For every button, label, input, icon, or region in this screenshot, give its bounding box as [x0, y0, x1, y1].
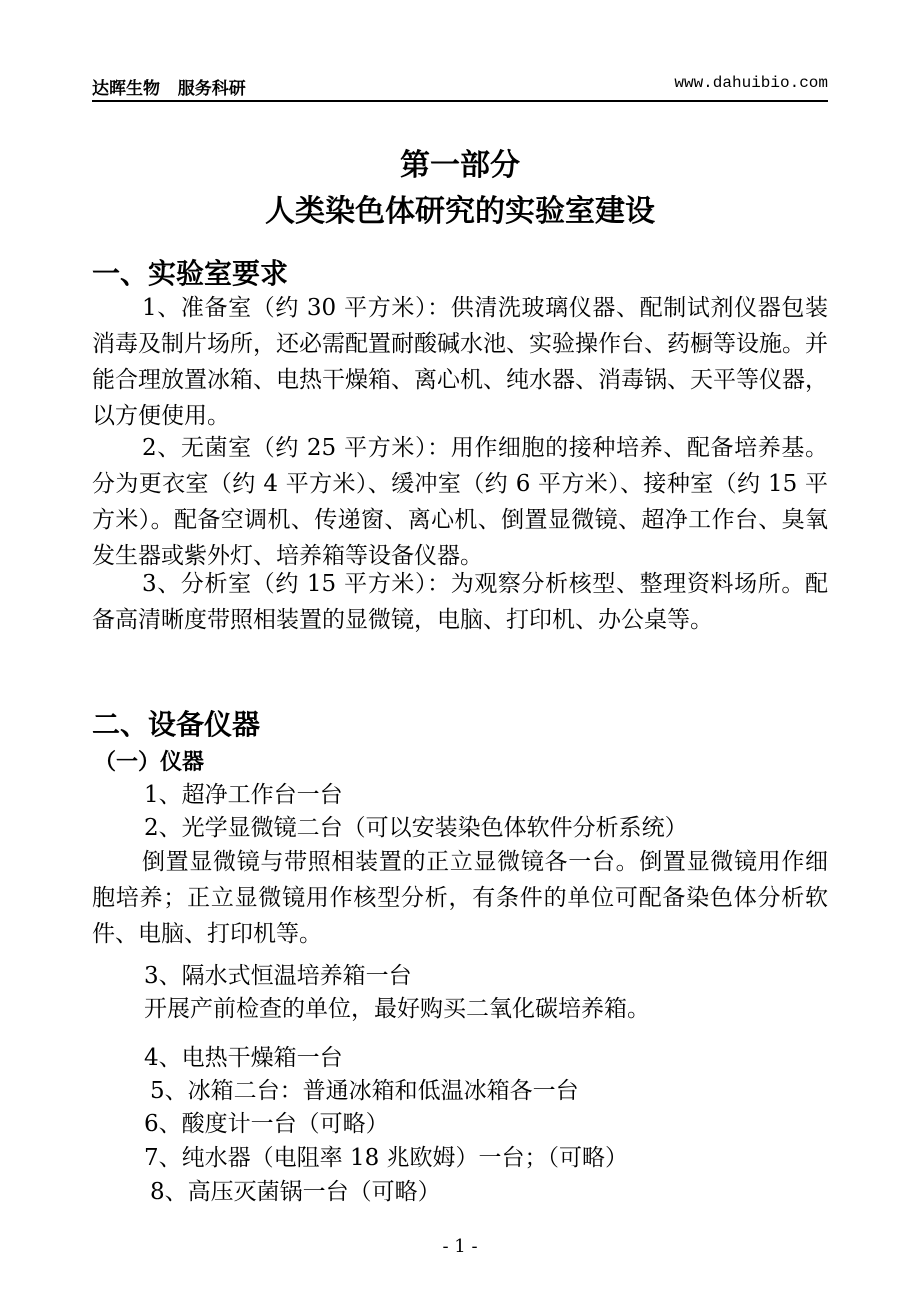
item-desc: 开展产前检查的单位，最好购买二氧化碳培养箱。: [144, 996, 650, 1022]
paragraph-sterile-room: 2、无菌室（约 25 平方米）：用作细胞的接种培养、配备培养基。分为更衣室（约 4 平方米）、缓冲室（约 6 平方米）、接种室（约 15 平方米）。配备空调机、传递窗、离心机、倒置显微镜、超净工作台、臭氧发生器或紫外灯、培养箱等设备仪器。: [92, 435, 828, 569]
page-number: - 1 -: [442, 1236, 478, 1257]
list-item: 2、光学显微镜二台（可以安装染色体软件分析系统）: [144, 815, 688, 841]
subsection-heading-instruments: （一）仪器: [94, 750, 205, 775]
section-heading-equipment: 二、设备仪器: [92, 708, 261, 741]
chapter-title: 人类染色体研究的实验室建设: [265, 194, 655, 229]
header-company: 达晖生物 服务科研: [92, 79, 246, 99]
list-item: 5、冰箱二台：普通冰箱和低温冰箱各一台: [150, 1078, 579, 1104]
part-title: 第一部分: [400, 148, 520, 183]
page-header: [92, 72, 828, 102]
paragraph-analysis-room: 3、分析室（约 15 平方米）：为观察分析核型、整理资料场所。配备高清晰度带照相装置的显微镜，电脑、打印机、办公桌等。: [92, 571, 828, 633]
list-item: 3、隔水式恒温培养箱一台: [144, 963, 412, 989]
list-item: 7、纯水器（电阻率 18 兆欧姆）一台；（可略）: [144, 1145, 629, 1171]
paragraph-prep-room: 1、准备室（约 30 平方米）：供清洗玻璃仪器、配制试剂仪器包装消毒及制片场所，还必需配置耐酸碱水池、实验操作台、药橱等设施。并能合理放置冰箱、电热干燥箱、离心机、纯水器、消毒锅、天平等仪器，以方便使用。: [92, 295, 828, 429]
paragraph-microscope-desc: 倒置显微镜与带照相装置的正立显微镜各一台。倒置显微镜用作细胞培养；正立显微镜用作核型分析，有条件的单位可配备染色体分析软件、电脑、打印机等。: [92, 849, 828, 947]
list-item: 8、高压灭菌锅一台（可略）: [150, 1179, 441, 1205]
section-heading-lab-requirements: 一、实验室要求: [92, 257, 289, 290]
list-item: 4、电热干燥箱一台: [144, 1045, 343, 1071]
list-item: 6、酸度计一台（可略）: [144, 1111, 389, 1137]
list-item: 1、超净工作台一台: [144, 782, 343, 808]
header-website: www.dahuibio.com: [674, 74, 828, 92]
